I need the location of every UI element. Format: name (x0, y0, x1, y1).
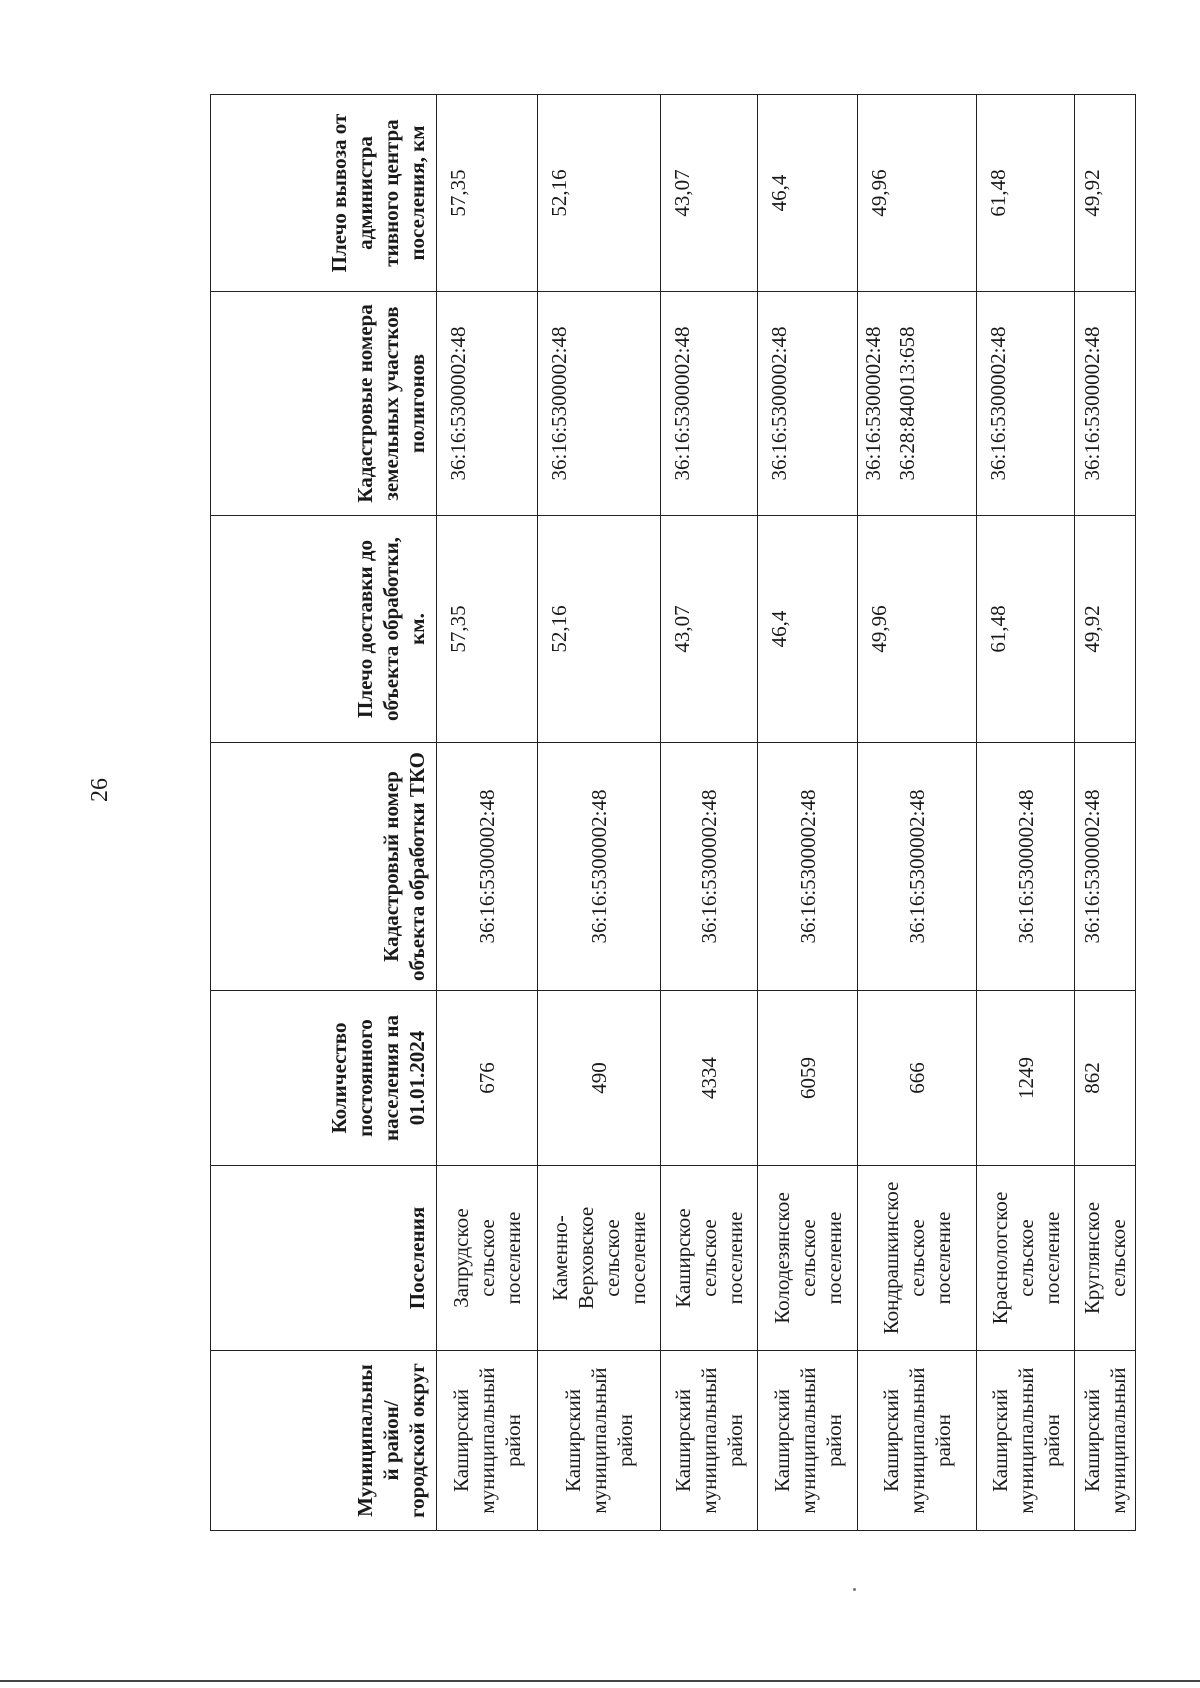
removal-cell: 52,16 (538, 95, 661, 292)
landfill-cell (437, 292, 538, 516)
landfill-number: 36:28:840013:658 (895, 326, 919, 481)
cadastral-cell: 36:16:5300002:48 (758, 743, 858, 991)
settlement-cell: Каменно-Верховское сельское поселение (538, 1166, 661, 1351)
district-cell: Каширский муниципальный район (538, 1351, 661, 1531)
removal-cell: 57,35 (437, 95, 538, 292)
header-row (211, 95, 437, 1531)
settlement-cell: Каширское сельское поселение (661, 1166, 758, 1351)
delivery-cell: 43,07 (661, 516, 758, 743)
settlement-cell: Кондрашкинское сельское поселение (858, 1166, 977, 1351)
district-cell: Каширский муниципальный (1075, 1351, 1136, 1531)
removal-cell: 61,48 (977, 95, 1075, 292)
population-cell: 4334 (661, 991, 758, 1166)
landfill-cell (977, 292, 1075, 516)
landfill-number: 36:16:5300002:48 (861, 326, 885, 481)
district-cell: Каширский муниципальный район (858, 1351, 977, 1531)
scan-edge-line (0, 1680, 1200, 1682)
cadastral-cell: 36:16:5300002:48 (437, 743, 538, 991)
landfill-cell (758, 292, 858, 516)
delivery-cell: 49,92 (1075, 516, 1136, 743)
landfill-number: 36:16:5300002:48 (986, 326, 1010, 481)
delivery-cell: 57,35 (437, 516, 538, 743)
table-row (977, 95, 1075, 1531)
waste-table (210, 94, 1136, 1531)
table-row (538, 95, 661, 1531)
settlement-cell: Краснологское сельское поселение (977, 1166, 1075, 1351)
removal-cell: 43,07 (661, 95, 758, 292)
header-population: Количество постоянного населения на 01.01.2024 (211, 991, 437, 1166)
population-cell: 6059 (758, 991, 858, 1166)
landfill-cell (858, 292, 977, 516)
removal-cell: 49,96 (858, 95, 977, 292)
delivery-cell: 52,16 (538, 516, 661, 743)
settlement-cell: Круглянское сельское (1075, 1166, 1136, 1351)
landfill-cell (1075, 292, 1136, 516)
header-district: Муниципальны й район/ городской округ (211, 1351, 437, 1531)
population-cell: 676 (437, 991, 538, 1166)
landfill-number: 36:16:5300002:48 (446, 326, 470, 481)
delivery-cell: 61,48 (977, 516, 1075, 743)
cadastral-cell: 36:16:5300002:48 (1075, 743, 1136, 991)
district-cell: Каширский муниципальный район (661, 1351, 758, 1531)
settlement-cell: Запрудское сельское поселение (437, 1166, 538, 1351)
page-number: 26 (87, 778, 113, 802)
landfill-number: 36:16:5300002:48 (547, 326, 571, 481)
table-row (758, 95, 858, 1531)
header-cadastral-number: Кадастровый номер объекта обработки ТКО (211, 743, 437, 991)
cadastral-cell: 36:16:5300002:48 (661, 743, 758, 991)
landfill-number: 36:16:5300002:48 (670, 326, 694, 481)
population-cell: 1249 (977, 991, 1075, 1166)
delivery-cell: 46,4 (758, 516, 858, 743)
header-settlement: Поселения (211, 1166, 437, 1351)
district-cell: Каширский муниципальный район (977, 1351, 1075, 1531)
cadastral-cell: 36:16:5300002:48 (538, 743, 661, 991)
removal-cell: 49,92 (1075, 95, 1136, 292)
settlement-cell: Колодезянское сельское поселение (758, 1166, 858, 1351)
cadastral-cell: 36:16:5300002:48 (977, 743, 1075, 991)
rotated-table-container (210, 95, 1130, 1531)
population-cell: 490 (538, 991, 661, 1166)
population-cell: 862 (1075, 991, 1136, 1166)
landfill-number: 36:16:5300002:48 (1080, 326, 1104, 481)
header-removal-distance: Плечо вывоза от администра тивного центра поселения, км (211, 95, 437, 292)
table-row (437, 95, 538, 1531)
header-landfill-cadastral: Кадастровые номера земельных участков полигонов (211, 292, 437, 516)
header-delivery-distance: Плечо доставки до объекта обработки, км. (211, 516, 437, 743)
delivery-cell: 49,96 (858, 516, 977, 743)
district-cell: Каширский муниципальный район (437, 1351, 538, 1531)
district-cell: Каширский муниципальный район (758, 1351, 858, 1531)
cadastral-cell: 36:16:5300002:48 (858, 743, 977, 991)
landfill-number: 36:16:5300002:48 (767, 326, 791, 481)
landfill-cell (661, 292, 758, 516)
landfill-cell (538, 292, 661, 516)
table-row (1075, 95, 1136, 1531)
population-cell: 666 (858, 991, 977, 1166)
removal-cell: 46,4 (758, 95, 858, 292)
table-row (858, 95, 977, 1531)
scan-speck (853, 1588, 856, 1591)
table-row (661, 95, 758, 1531)
